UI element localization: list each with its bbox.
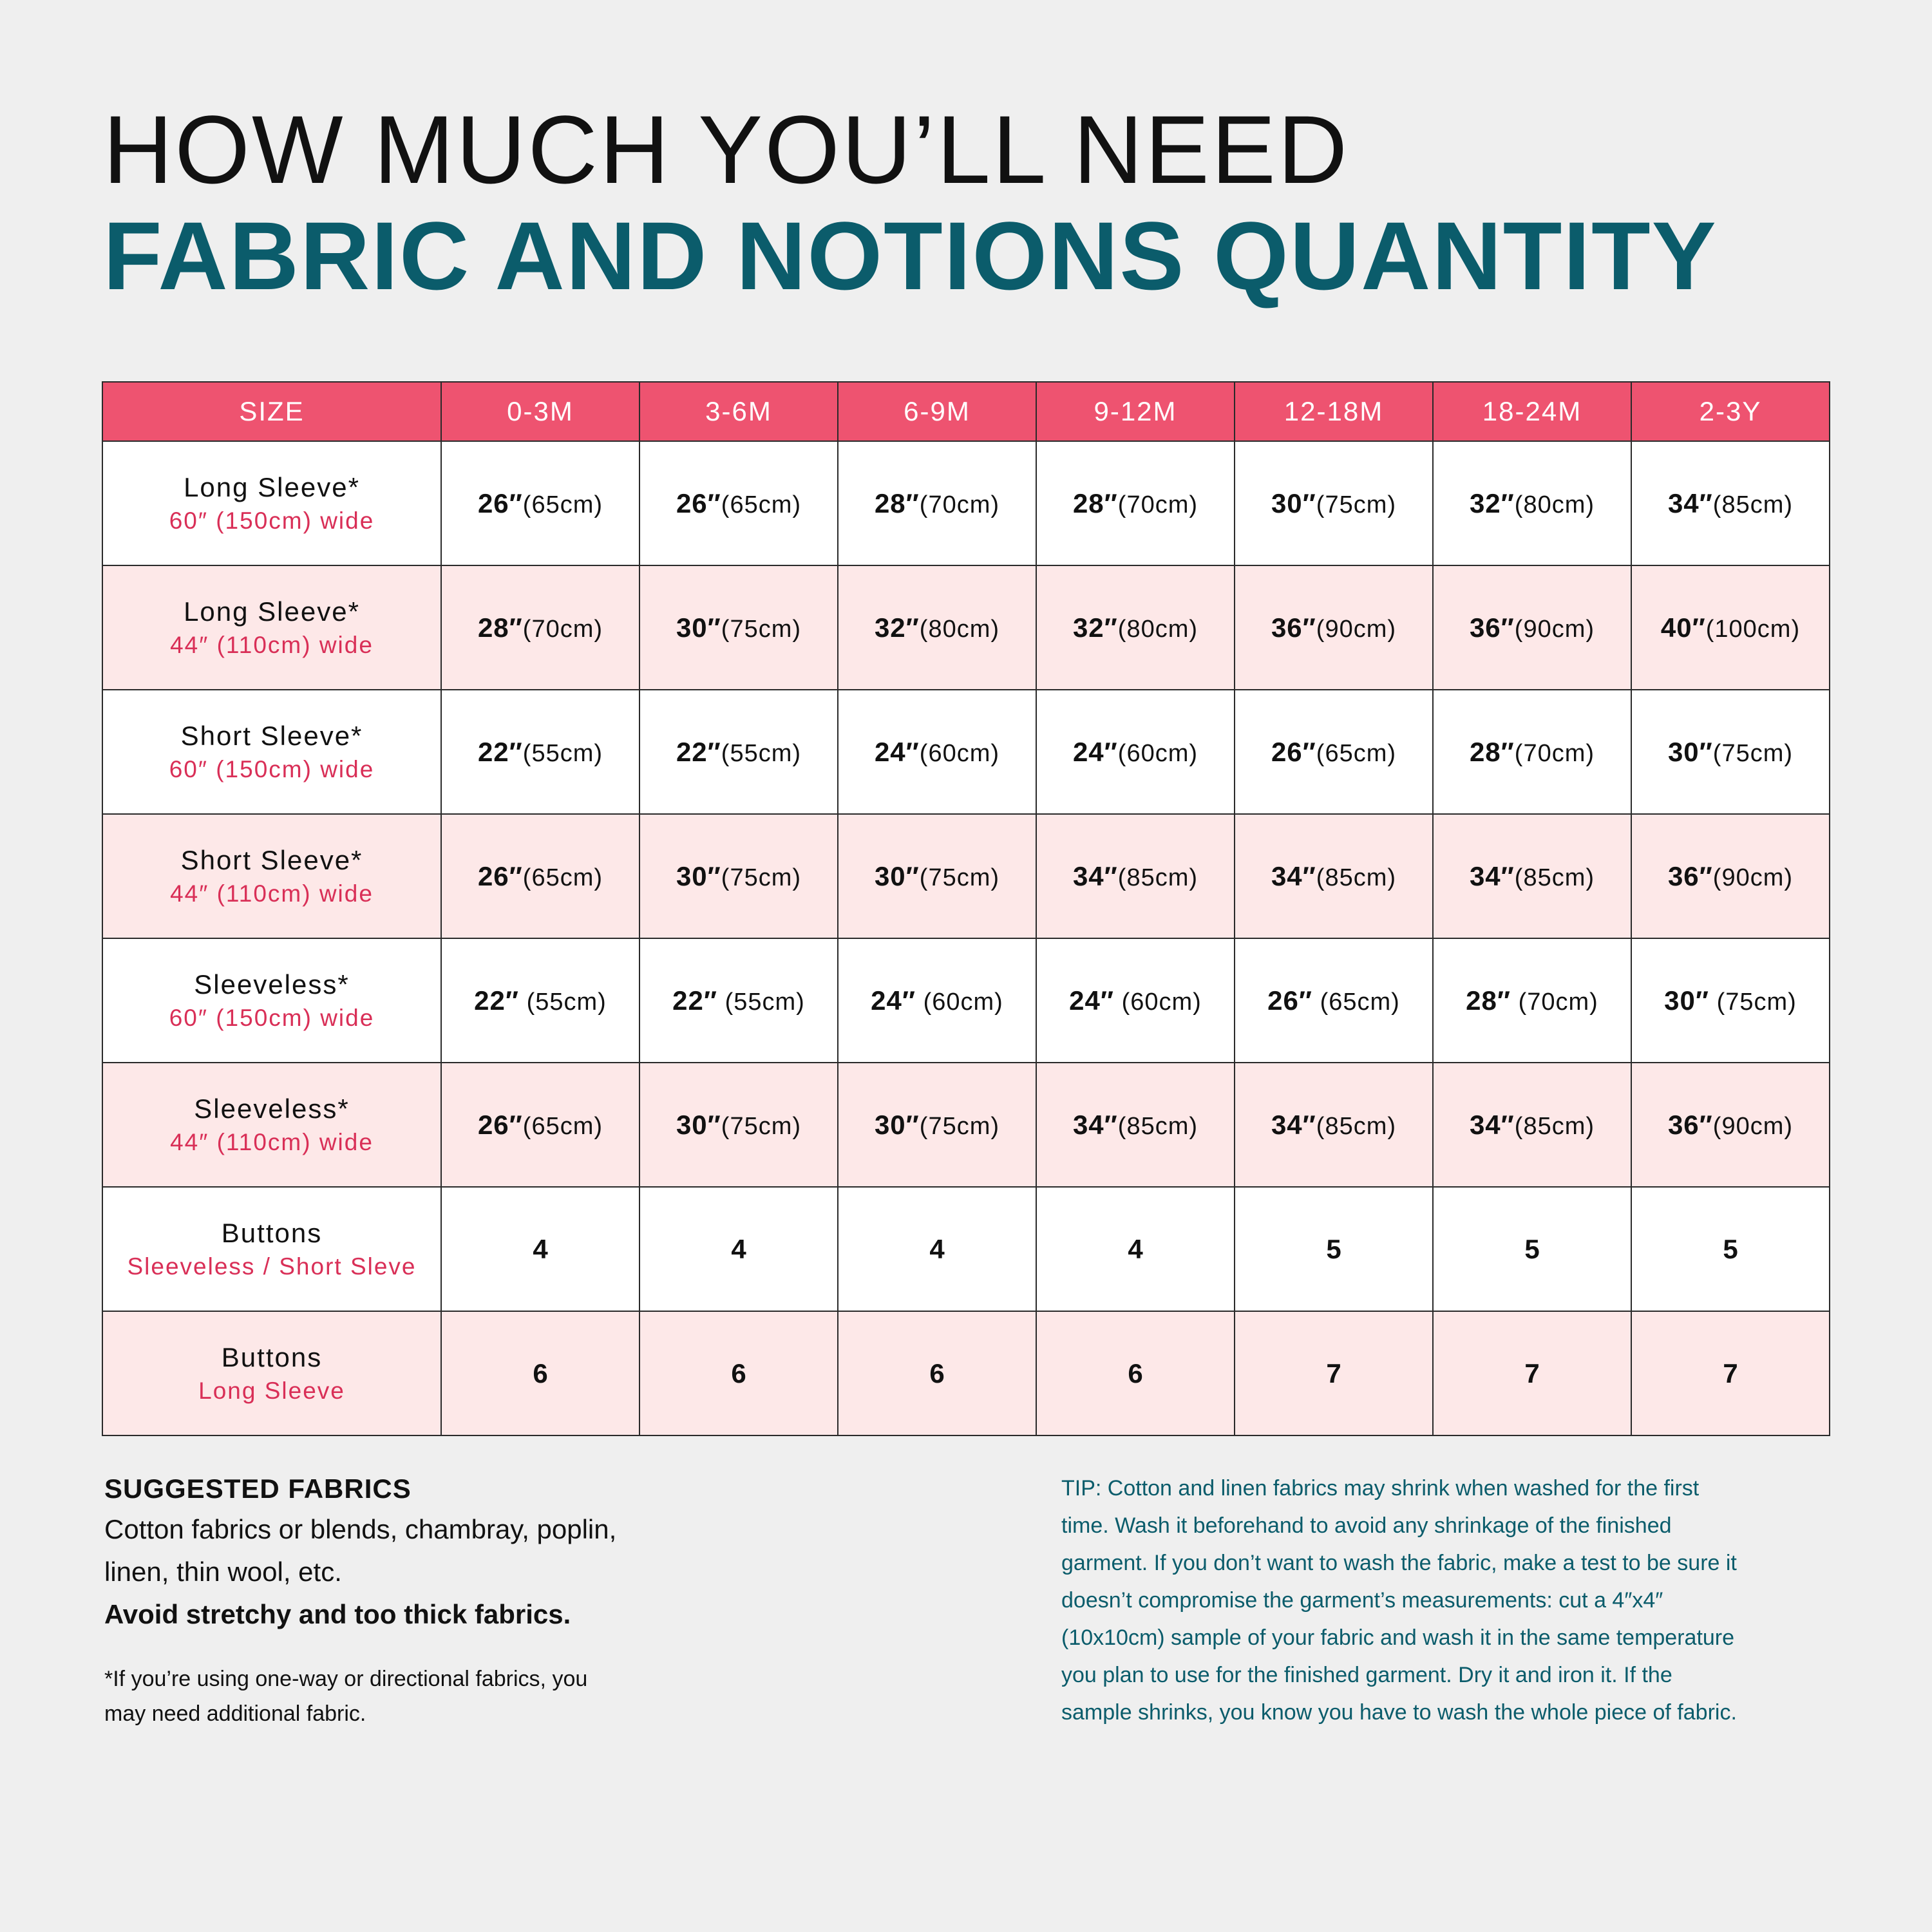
directional-fabric-footnote: *If you’re using one-way or directional fabrics, you may need additional fabric. — [104, 1667, 588, 1726]
quantity-cell — [639, 441, 838, 565]
quantity-cell — [441, 441, 639, 565]
row-label: Buttons — [221, 1218, 323, 1249]
quantity-cell — [1631, 690, 1830, 814]
quantity-cell — [838, 690, 1036, 814]
quantity-cell — [1235, 565, 1433, 690]
quantity-cell — [1631, 1187, 1830, 1311]
size-column-header: 3-6M — [639, 382, 838, 441]
row-label: Sleeveless* — [194, 1094, 350, 1124]
length-centimeters: (75cm) — [1709, 988, 1797, 1016]
quantity-cell — [441, 1187, 639, 1311]
fabric-quantity-table-container — [102, 381, 1829, 1436]
row-label: Short Sleeve* — [180, 721, 363, 752]
length-centimeters: (90cm) — [1712, 1112, 1794, 1140]
table-row — [102, 1187, 1830, 1311]
button-count: 7 — [1524, 1358, 1540, 1388]
button-count: 7 — [1723, 1358, 1738, 1388]
length-centimeters: (75cm) — [721, 864, 802, 891]
length-inches: 26″ — [676, 488, 721, 518]
length-inches: 24″ — [874, 736, 920, 767]
length-inches: 28″ — [1466, 985, 1511, 1016]
row-label-cell — [102, 441, 441, 565]
quantity-cell — [1235, 1311, 1433, 1435]
table-row — [102, 814, 1830, 938]
table-row — [102, 1063, 1830, 1187]
quantity-cell — [441, 814, 639, 938]
length-inches: 22″ — [672, 985, 718, 1016]
length-inches: 22″ — [676, 736, 721, 767]
length-inches: 30″ — [676, 860, 721, 891]
length-inches: 30″ — [874, 860, 920, 891]
length-centimeters: (90cm) — [1514, 615, 1595, 643]
quantity-cell — [639, 1311, 838, 1435]
length-centimeters: (70cm) — [1514, 739, 1595, 767]
size-column-header: 9-12M — [1036, 382, 1235, 441]
length-centimeters: (100cm) — [1705, 615, 1801, 643]
length-centimeters: (85cm) — [1117, 1112, 1198, 1140]
quantity-cell — [1631, 1063, 1830, 1187]
size-column-header: 6-9M — [838, 382, 1036, 441]
page-subtitle: FABRIC AND NOTIONS QUANTITY — [103, 202, 1718, 310]
length-inches: 28″ — [1469, 736, 1515, 767]
length-centimeters: (65cm) — [1316, 739, 1397, 767]
length-centimeters: (65cm) — [522, 864, 603, 891]
quantity-cell — [1433, 565, 1631, 690]
length-centimeters: (55cm) — [717, 988, 805, 1016]
length-centimeters: (90cm) — [1316, 615, 1397, 643]
row-label: Short Sleeve* — [180, 845, 363, 876]
table-row — [102, 441, 1830, 565]
button-count: 6 — [731, 1358, 746, 1388]
length-centimeters: (65cm) — [522, 1112, 603, 1140]
length-centimeters: (75cm) — [1712, 739, 1794, 767]
row-sublabel: 44″ (110cm) wide — [170, 880, 374, 907]
quantity-cell — [1235, 938, 1433, 1063]
quantity-cell — [441, 938, 639, 1063]
length-inches: 36″ — [1469, 612, 1515, 643]
length-inches: 34″ — [1667, 488, 1713, 518]
length-inches: 28″ — [477, 612, 523, 643]
quantity-cell — [1433, 814, 1631, 938]
quantity-cell — [1036, 1311, 1235, 1435]
quantity-cell — [1036, 938, 1235, 1063]
length-centimeters: (65cm) — [1312, 988, 1400, 1016]
quantity-cell — [441, 1063, 639, 1187]
row-label-cell — [102, 814, 441, 938]
length-centimeters: (75cm) — [721, 615, 802, 643]
row-sublabel: Sleeveless / Short Sleve — [127, 1253, 417, 1280]
length-inches: 30″ — [1664, 985, 1710, 1016]
length-centimeters: (85cm) — [1712, 491, 1794, 518]
quantity-cell — [838, 814, 1036, 938]
length-centimeters: (60cm) — [1114, 988, 1202, 1016]
quantity-cell — [639, 814, 838, 938]
quantity-cell — [1631, 814, 1830, 938]
length-inches: 30″ — [676, 612, 721, 643]
suggested-fabrics-heading: SUGGESTED FABRICS — [104, 1473, 412, 1504]
quantity-cell — [1631, 1311, 1830, 1435]
length-centimeters: (55cm) — [522, 739, 603, 767]
table-header — [102, 382, 1830, 441]
suggested-fabrics-section — [104, 1470, 748, 1731]
quantity-cell — [1036, 441, 1235, 565]
length-inches: 28″ — [874, 488, 920, 518]
quantity-cell — [838, 1063, 1036, 1187]
length-inches: 28″ — [1072, 488, 1118, 518]
quantity-cell — [1631, 938, 1830, 1063]
button-count: 5 — [1723, 1233, 1738, 1264]
button-count: 4 — [731, 1233, 746, 1264]
quantity-cell — [1235, 441, 1433, 565]
quantity-cell — [1433, 441, 1631, 565]
length-inches: 24″ — [1069, 985, 1115, 1016]
quantity-cell — [1036, 565, 1235, 690]
length-centimeters: (85cm) — [1316, 864, 1397, 891]
row-label: Long Sleeve* — [184, 596, 360, 627]
length-centimeters: (80cm) — [1117, 615, 1198, 643]
washing-tip: TIP: Cotton and linen fabrics may shrink when washed for the first time. Wash it beforehand to avoid any shrinkage of the finished garment. If you don’t want to wash the fabric, make a test to be sure it doesn’t compromise the garment’s measurements: cut a 4″x4″ (10x10cm) sample of your fabric and wash it in the same temperature you plan to use for the finished garment. Dry it and iron it. If the sample shrinks, you know you have to wash the whole piece of fabric. — [1061, 1476, 1737, 1725]
table-row — [102, 565, 1830, 690]
quantity-cell — [1433, 1311, 1631, 1435]
button-count: 7 — [1326, 1358, 1341, 1388]
quantity-cell — [441, 1311, 639, 1435]
length-inches: 34″ — [1072, 1109, 1118, 1140]
quantity-cell — [639, 1187, 838, 1311]
length-inches: 30″ — [676, 1109, 721, 1140]
length-inches: 26″ — [1271, 736, 1316, 767]
button-count: 6 — [1128, 1358, 1143, 1388]
table-row — [102, 1311, 1830, 1435]
row-sublabel: 60″ (150cm) wide — [169, 755, 375, 782]
quantity-cell — [441, 565, 639, 690]
length-centimeters: (75cm) — [1316, 491, 1397, 518]
length-inches: 36″ — [1667, 860, 1713, 891]
size-column-header: 0-3M — [441, 382, 639, 441]
row-label-cell — [102, 690, 441, 814]
button-count: 4 — [533, 1233, 548, 1264]
length-inches: 30″ — [1667, 736, 1713, 767]
length-inches: 32″ — [1072, 612, 1118, 643]
length-centimeters: (55cm) — [519, 988, 607, 1016]
length-inches: 34″ — [1271, 860, 1316, 891]
length-centimeters: (80cm) — [1514, 491, 1595, 518]
length-inches: 30″ — [874, 1109, 920, 1140]
row-sublabel: 60″ (150cm) wide — [169, 1004, 375, 1031]
button-count: 4 — [1128, 1233, 1143, 1264]
quantity-cell — [838, 1187, 1036, 1311]
row-label-cell — [102, 938, 441, 1063]
quantity-cell — [1235, 1187, 1433, 1311]
length-centimeters: (65cm) — [721, 491, 802, 518]
fabric-quantity-table — [102, 381, 1830, 1436]
quantity-cell — [1235, 1063, 1433, 1187]
length-inches: 32″ — [1469, 488, 1515, 518]
length-centimeters: (85cm) — [1514, 1112, 1595, 1140]
length-inches: 34″ — [1072, 860, 1118, 891]
length-inches: 24″ — [1072, 736, 1118, 767]
length-inches: 26″ — [1267, 985, 1313, 1016]
button-count: 5 — [1524, 1233, 1540, 1264]
table-body — [102, 441, 1830, 1435]
row-label: Sleeveless* — [194, 969, 350, 1000]
button-count: 5 — [1326, 1233, 1341, 1264]
quantity-cell — [838, 1311, 1036, 1435]
length-inches: 24″ — [871, 985, 916, 1016]
row-label-cell — [102, 565, 441, 690]
length-centimeters: (90cm) — [1712, 864, 1794, 891]
length-inches: 32″ — [874, 612, 920, 643]
size-column-header: SIZE — [102, 382, 441, 441]
row-label-cell — [102, 1063, 441, 1187]
length-centimeters: (55cm) — [721, 739, 802, 767]
row-label-cell — [102, 1187, 441, 1311]
length-inches: 26″ — [477, 860, 523, 891]
quantity-cell — [1631, 565, 1830, 690]
quantity-cell — [1235, 814, 1433, 938]
quantity-cell — [1433, 938, 1631, 1063]
quantity-cell — [838, 441, 1036, 565]
table-row — [102, 690, 1830, 814]
quantity-cell — [639, 938, 838, 1063]
length-inches: 22″ — [477, 736, 523, 767]
length-centimeters: (60cm) — [1117, 739, 1198, 767]
length-inches: 34″ — [1271, 1109, 1316, 1140]
row-sublabel: 44″ (110cm) wide — [170, 631, 374, 658]
quantity-cell — [1433, 1063, 1631, 1187]
length-centimeters: (80cm) — [919, 615, 1000, 643]
row-label: Buttons — [221, 1342, 323, 1373]
quantity-cell — [838, 938, 1036, 1063]
quantity-cell — [1036, 1187, 1235, 1311]
row-sublabel: 60″ (150cm) wide — [169, 507, 375, 534]
length-centimeters: (75cm) — [721, 1112, 802, 1140]
length-inches: 30″ — [1271, 488, 1316, 518]
table-header-row — [102, 382, 1830, 441]
quantity-cell — [1036, 814, 1235, 938]
button-count: 6 — [929, 1358, 945, 1388]
quantity-cell — [441, 690, 639, 814]
length-centimeters: (70cm) — [1117, 491, 1198, 518]
size-column-header: 18-24M — [1433, 382, 1631, 441]
fabric-warning: Avoid stretchy and too thick fabrics. — [104, 1599, 571, 1629]
quantity-cell — [1036, 1063, 1235, 1187]
length-inches: 34″ — [1469, 860, 1515, 891]
length-inches: 36″ — [1667, 1109, 1713, 1140]
length-inches: 36″ — [1271, 612, 1316, 643]
size-column-header: 2-3Y — [1631, 382, 1830, 441]
size-column-header: 12-18M — [1235, 382, 1433, 441]
quantity-cell — [639, 565, 838, 690]
length-centimeters: (70cm) — [919, 491, 1000, 518]
length-centimeters: (60cm) — [916, 988, 1003, 1016]
quantity-cell — [639, 1063, 838, 1187]
quantity-cell — [1036, 690, 1235, 814]
length-centimeters: (85cm) — [1117, 864, 1198, 891]
row-sublabel: 44″ (110cm) wide — [170, 1128, 374, 1155]
length-centimeters: (70cm) — [1511, 988, 1598, 1016]
length-centimeters: (85cm) — [1514, 864, 1595, 891]
length-inches: 22″ — [474, 985, 520, 1016]
length-centimeters: (85cm) — [1316, 1112, 1397, 1140]
quantity-cell — [1631, 441, 1830, 565]
row-label-cell — [102, 1311, 441, 1435]
quantity-cell — [639, 690, 838, 814]
length-centimeters: (65cm) — [522, 491, 603, 518]
length-inches: 40″ — [1660, 612, 1706, 643]
button-count: 4 — [929, 1233, 945, 1264]
length-centimeters: (75cm) — [919, 864, 1000, 891]
quantity-cell — [838, 565, 1036, 690]
table-row — [102, 938, 1830, 1063]
length-inches: 26″ — [477, 488, 523, 518]
length-centimeters: (70cm) — [522, 615, 603, 643]
length-inches: 26″ — [477, 1109, 523, 1140]
length-centimeters: (75cm) — [919, 1112, 1000, 1140]
page-title: HOW MUCH YOU’LL NEED — [103, 95, 1350, 204]
length-centimeters: (60cm) — [919, 739, 1000, 767]
row-label: Long Sleeve* — [184, 472, 360, 503]
suggested-fabrics-text: Cotton fabrics or blends, chambray, poplin, linen, thin wool, etc. — [104, 1514, 617, 1587]
quantity-cell — [1433, 690, 1631, 814]
quantity-cell — [1235, 690, 1433, 814]
row-sublabel: Long Sleeve — [198, 1377, 345, 1404]
quantity-cell — [1433, 1187, 1631, 1311]
length-inches: 34″ — [1469, 1109, 1515, 1140]
button-count: 6 — [533, 1358, 548, 1388]
